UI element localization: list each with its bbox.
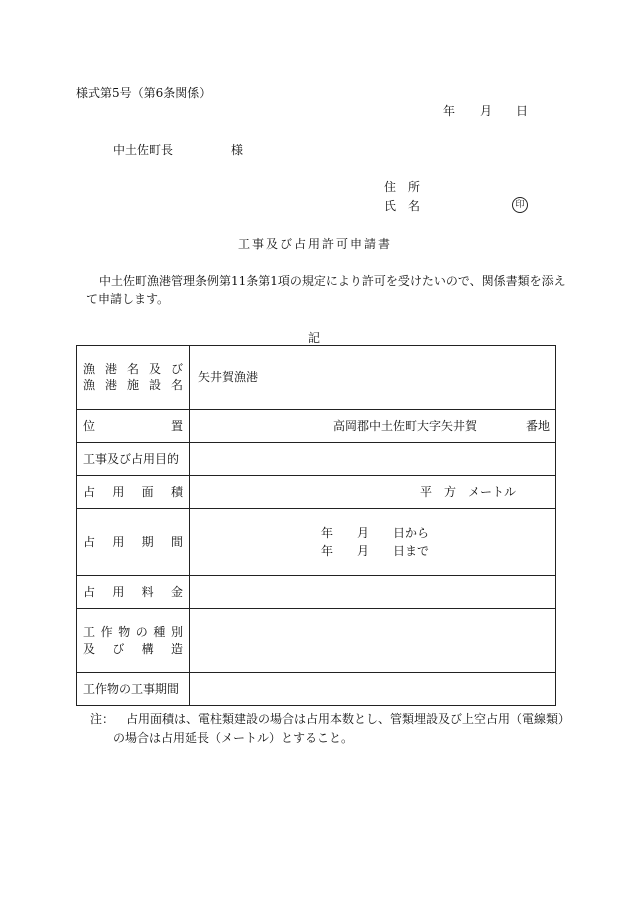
purpose-label bbox=[77, 442, 190, 475]
area-label-text bbox=[83, 484, 183, 500]
structure-label-line2-char: 及 bbox=[83, 641, 96, 656]
location-label-text-char: 位 bbox=[83, 418, 96, 433]
area-label-text-char: 積 bbox=[170, 484, 183, 499]
row-area bbox=[77, 475, 556, 508]
period-to-month: 月 bbox=[357, 543, 370, 558]
port-name-label-line2 bbox=[83, 377, 183, 393]
fee-label bbox=[77, 576, 190, 609]
structure-label-line2-char: 構 bbox=[141, 641, 154, 656]
body-line-2: て申請します。 bbox=[86, 292, 170, 306]
area-unit: 平 方 メートル bbox=[420, 484, 517, 499]
purpose-label-text: 工事及び占用目的 bbox=[83, 451, 180, 466]
port-name-label-line2-char: 施 bbox=[126, 378, 139, 393]
period-from-day: 日から bbox=[393, 525, 430, 540]
period-from-month: 月 bbox=[357, 525, 370, 540]
period-label-text bbox=[83, 534, 183, 550]
period-to-day: 日まで bbox=[393, 543, 430, 558]
period-label-text-char: 占 bbox=[83, 534, 96, 549]
work-period-field[interactable] bbox=[190, 673, 556, 706]
port-name-label-line2-char: 漁 bbox=[83, 378, 96, 393]
date-month: 月 bbox=[480, 104, 493, 118]
structure-label bbox=[77, 609, 190, 673]
period-label-text-char: 用 bbox=[112, 534, 125, 549]
addressee-honorific: 様 bbox=[231, 143, 244, 157]
row-location bbox=[77, 409, 556, 442]
ki-label: 記 bbox=[308, 331, 321, 345]
port-name-label-line1-char: び bbox=[170, 362, 183, 377]
location-field[interactable] bbox=[190, 409, 556, 442]
structure-label-line1-char: 別 bbox=[170, 625, 183, 640]
work-period-label-text: 工作物の工事期間 bbox=[83, 681, 180, 696]
body-line-1: 中土佐町漁港管理条例第11条第1項の規定により許可を受けたいので、関係書類を添え bbox=[99, 274, 566, 288]
period-label bbox=[77, 508, 190, 576]
fee-label-text-char: 占 bbox=[83, 585, 96, 600]
location-label-text-char: 置 bbox=[170, 418, 183, 433]
fee-label-text-char: 料 bbox=[141, 585, 154, 600]
date-year: 年 bbox=[443, 104, 456, 118]
date-day: 日 bbox=[516, 104, 529, 118]
location-suffix: 番地 bbox=[526, 418, 551, 433]
area-label-text-char: 面 bbox=[141, 484, 154, 499]
fee-label-text-char: 用 bbox=[112, 585, 125, 600]
seal-mark: 印 bbox=[512, 197, 528, 213]
fee-field[interactable] bbox=[190, 576, 556, 609]
addressee-title: 中土佐町長 bbox=[113, 143, 174, 157]
port-name-label-line1-char: 名 bbox=[126, 362, 139, 377]
note-line-1: 占用面積は、電柱類建設の場合は占用本数とし、管類埋設及び上空占用（電線類） bbox=[126, 712, 571, 726]
application-table bbox=[76, 345, 556, 706]
period-to-year: 年 bbox=[321, 543, 334, 558]
port-name-label-line2-char: 港 bbox=[104, 378, 117, 393]
structure-label-line2-char: び bbox=[112, 641, 125, 656]
form-number: 様式第5号（第6条関係） bbox=[76, 86, 212, 100]
location-value: 高岡郡中土佐町大字矢井賀 bbox=[333, 418, 478, 433]
row-work-period bbox=[77, 673, 556, 706]
port-name-value: 矢井賀漁港 bbox=[198, 370, 259, 385]
work-period-label bbox=[77, 673, 190, 706]
name-label: 氏 名 bbox=[384, 199, 421, 213]
port-name-label-line1 bbox=[83, 361, 183, 377]
period-label-text-char: 期 bbox=[141, 534, 154, 549]
port-name-label-line2-char: 名 bbox=[170, 378, 183, 393]
port-name-label-line2-char: 設 bbox=[148, 378, 161, 393]
port-name-field[interactable] bbox=[190, 346, 556, 410]
location-label bbox=[77, 409, 190, 442]
row-period bbox=[77, 508, 556, 576]
structure-label-line1 bbox=[83, 624, 183, 640]
port-name-label-line1-char: 及 bbox=[148, 362, 161, 377]
area-label bbox=[77, 475, 190, 508]
period-label-text-char: 間 bbox=[170, 534, 183, 549]
structure-label-line1-char: 物 bbox=[118, 625, 131, 640]
structure-label-line2 bbox=[83, 641, 183, 657]
structure-field[interactable] bbox=[190, 609, 556, 673]
area-label-text-char: 占 bbox=[83, 484, 96, 499]
address-label: 住 所 bbox=[384, 180, 421, 194]
port-name-label bbox=[77, 346, 190, 410]
period-field[interactable] bbox=[190, 508, 556, 576]
area-field[interactable] bbox=[190, 475, 556, 508]
period-from-year: 年 bbox=[321, 525, 334, 540]
structure-label-line1-char: 工 bbox=[83, 625, 96, 640]
row-fee bbox=[77, 576, 556, 609]
note-prefix: 注： bbox=[90, 712, 115, 726]
structure-label-line1-char: 種 bbox=[153, 625, 166, 640]
document-title: 工事及び占用許可申請書 bbox=[238, 237, 393, 251]
port-name-label-line1-char: 漁 bbox=[83, 362, 96, 377]
fee-label-text bbox=[83, 584, 183, 600]
location-label-text bbox=[83, 418, 183, 434]
note-line-2: の場合は占用延長（メートル）とすること。 bbox=[113, 731, 354, 745]
row-purpose bbox=[77, 442, 556, 475]
port-name-label-line1-char: 港 bbox=[104, 362, 117, 377]
structure-label-line1-char: 作 bbox=[100, 625, 113, 640]
row-structure bbox=[77, 609, 556, 673]
area-label-text-char: 用 bbox=[112, 484, 125, 499]
structure-label-line2-char: 造 bbox=[170, 641, 183, 656]
fee-label-text-char: 金 bbox=[170, 585, 183, 600]
structure-label-line1-char: の bbox=[135, 625, 148, 640]
purpose-field[interactable] bbox=[190, 442, 556, 475]
row-port-name bbox=[77, 346, 556, 410]
